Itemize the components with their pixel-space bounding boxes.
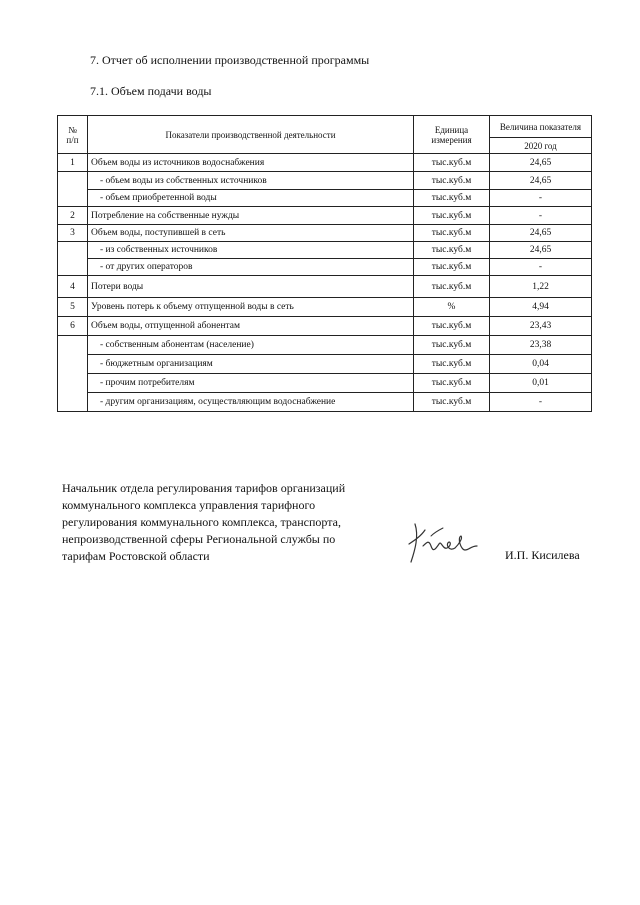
table-row <box>58 374 592 393</box>
row-unit: тыс.куб.м <box>414 225 490 242</box>
position-line: непроизводственной сферы Региональной службы по <box>62 532 336 546</box>
row-indicator: - от других операторов <box>88 259 414 276</box>
row-value: 23,38 <box>490 336 592 355</box>
row-unit: тыс.куб.м <box>414 242 490 259</box>
position-line: регулирования коммунального комплекса, транспорта, <box>62 515 341 529</box>
header-value: Величина показателя <box>490 116 592 138</box>
row-unit: тыс.куб.м <box>414 393 490 412</box>
table-row <box>58 190 592 207</box>
signatory-position <box>62 480 345 565</box>
row-unit: тыс.куб.м <box>414 154 490 172</box>
row-num: 3 <box>58 225 88 242</box>
row-indicator: - объем воды из собственных источников <box>88 172 414 190</box>
handwritten-signature <box>405 516 485 568</box>
header-num: № п/п <box>58 116 88 154</box>
row-indicator: Потери воды <box>88 276 414 298</box>
row-value: 0,04 <box>490 355 592 374</box>
row-value: - <box>490 259 592 276</box>
row-num <box>58 172 88 207</box>
row-value: 24,65 <box>490 242 592 259</box>
signer-name: И.П. Кисилева <box>505 548 580 562</box>
table-row <box>58 276 592 298</box>
table-row <box>58 154 592 172</box>
row-indicator: Объем воды, поступившей в сеть <box>88 225 414 242</box>
row-num <box>58 242 88 276</box>
header-unit: Единица измерения <box>414 116 490 154</box>
table-row <box>58 242 592 259</box>
row-value: 24,65 <box>490 154 592 172</box>
row-value: - <box>490 393 592 412</box>
table-row <box>58 393 592 412</box>
row-value: 23,43 <box>490 317 592 336</box>
position-line: тарифам Ростовской области <box>62 549 210 563</box>
table-row <box>58 259 592 276</box>
row-value: 4,94 <box>490 298 592 317</box>
row-indicator: - из собственных источников <box>88 242 414 259</box>
table-row <box>58 207 592 225</box>
row-value: 0,01 <box>490 374 592 393</box>
row-indicator: Уровень потерь к объему отпущенной воды в сеть <box>88 298 414 317</box>
table-row <box>58 172 592 190</box>
row-num: 6 <box>58 317 88 336</box>
row-num <box>58 336 88 412</box>
table-row <box>58 317 592 336</box>
position-line: коммунального комплекса управления тарифного <box>62 498 316 512</box>
subsection-title: 7.1. Объем подачи воды <box>90 84 212 98</box>
row-value: 24,65 <box>490 225 592 242</box>
row-indicator: - объем приобретенной воды <box>88 190 414 207</box>
row-unit: тыс.куб.м <box>414 336 490 355</box>
row-indicator: Потребление на собственные нужды <box>88 207 414 225</box>
header-indicator: Показатели производственной деятельности <box>88 116 414 154</box>
header-year: 2020 год <box>490 138 592 154</box>
row-num: 1 <box>58 154 88 172</box>
row-indicator: - прочим потребителям <box>88 374 414 393</box>
row-unit: тыс.куб.м <box>414 374 490 393</box>
water-supply-table <box>57 115 592 412</box>
row-unit: тыс.куб.м <box>414 172 490 190</box>
row-unit: % <box>414 298 490 317</box>
table-row <box>58 298 592 317</box>
row-num: 4 <box>58 276 88 298</box>
position-line: Начальник отдела регулирования тарифов организаций <box>62 481 346 495</box>
row-value: 1,22 <box>490 276 592 298</box>
row-num: 2 <box>58 207 88 225</box>
row-unit: тыс.куб.м <box>414 276 490 298</box>
row-value: - <box>490 190 592 207</box>
section-title: 7. Отчет об исполнении производственной программы <box>90 53 370 67</box>
row-value: - <box>490 207 592 225</box>
row-indicator: - собственным абонентам (население) <box>88 336 414 355</box>
row-indicator: Объем воды, отпущенной абонентам <box>88 317 414 336</box>
row-indicator: - другим организациям, осуществляющим водоснабжение <box>88 393 414 412</box>
row-indicator: Объем воды из источников водоснабжения <box>88 154 414 172</box>
row-unit: тыс.куб.м <box>414 355 490 374</box>
table-row <box>58 355 592 374</box>
row-unit: тыс.куб.м <box>414 207 490 225</box>
table-row <box>58 336 592 355</box>
table-row <box>58 225 592 242</box>
row-unit: тыс.куб.м <box>414 190 490 207</box>
row-unit: тыс.куб.м <box>414 259 490 276</box>
row-value: 24,65 <box>490 172 592 190</box>
row-num: 5 <box>58 298 88 317</box>
row-unit: тыс.куб.м <box>414 317 490 336</box>
row-indicator: - бюджетным организациям <box>88 355 414 374</box>
